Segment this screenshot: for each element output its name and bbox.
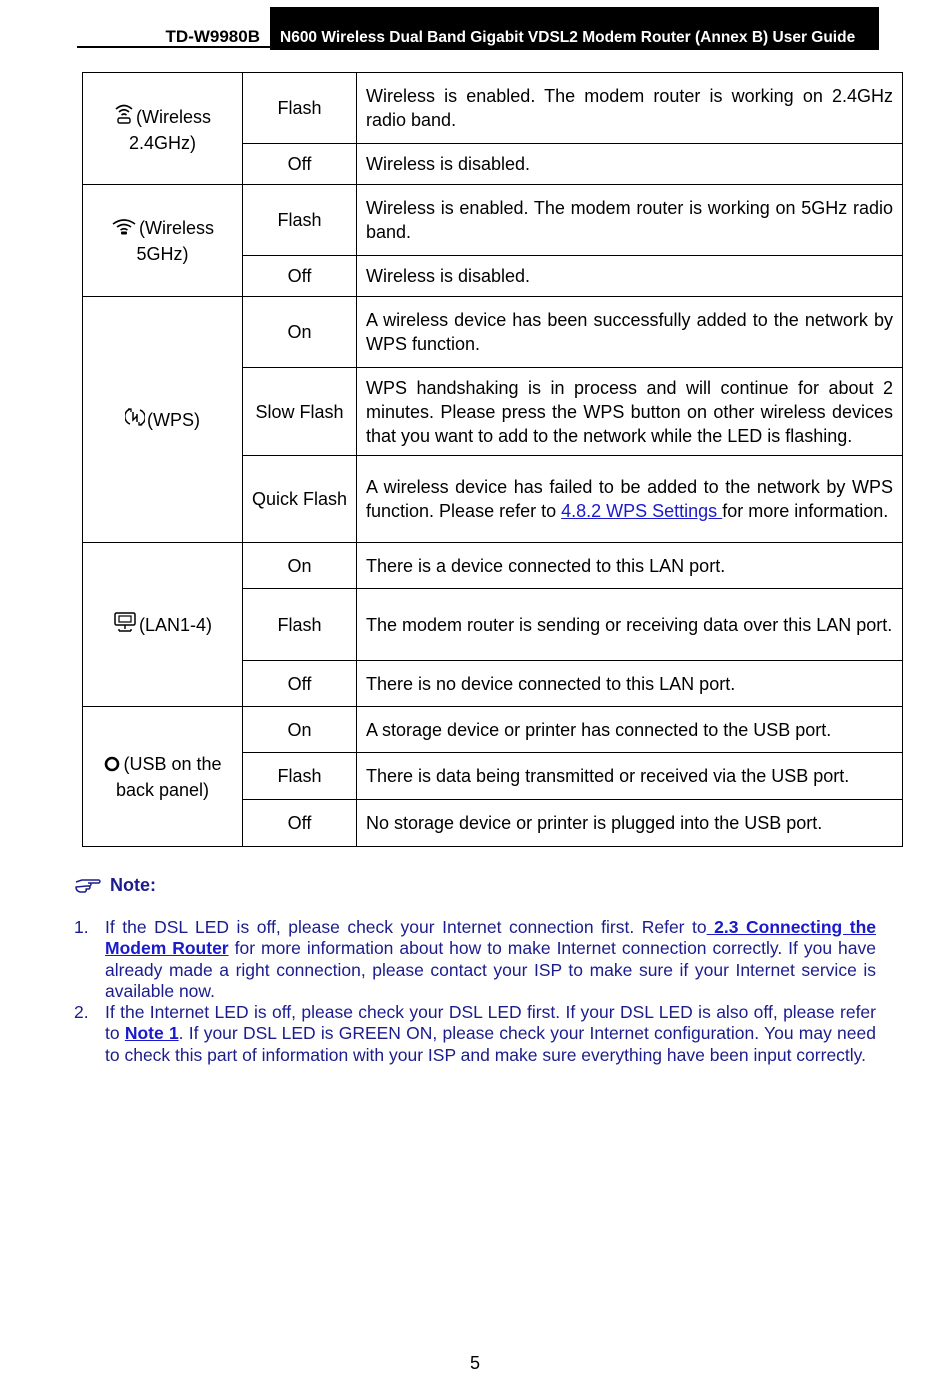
led-status: Flash	[243, 589, 357, 661]
note-section	[74, 875, 894, 1066]
led-status: Off	[243, 800, 357, 847]
table-row	[83, 297, 903, 368]
wps-settings-link[interactable]: 4.8.2 WPS Settings	[561, 501, 723, 521]
led-description: There is a device connected to this LAN port.	[357, 543, 903, 589]
description-text: A wireless device has failed to be added to the network by WPS function. Please refer to	[366, 477, 893, 521]
led-label: (WPS)	[147, 409, 200, 430]
note-text: If the Internet LED is off, please check your DSL LED first. If your DSL LED is also off, please refer to	[105, 1002, 876, 1044]
led-status: On	[243, 543, 357, 589]
led-description: Wireless is enabled. The modem router is working on 2.4GHz radio band.	[357, 73, 903, 144]
list-item	[74, 917, 876, 1002]
list-item	[74, 1002, 876, 1066]
guide-title: N600 Wireless Dual Band Gigabit VDSL2 Modem Router (Annex B) User Guide	[270, 7, 879, 50]
led-status: Slow Flash	[243, 368, 357, 456]
led-status: On	[243, 297, 357, 368]
led-label-cell	[83, 707, 243, 847]
note-list	[74, 917, 894, 1066]
led-status: Flash	[243, 73, 357, 144]
note-title: Note:	[110, 875, 156, 895]
note-text: for more information about how to make Internet connection correctly. If you have already made a right connection, please contact your ISP to make sure if your Internet service is available now.	[105, 938, 877, 1001]
led-description: The modem router is sending or receiving data over this LAN port.	[357, 589, 903, 661]
led-description: Wireless is disabled.	[357, 144, 903, 185]
page-header	[77, 7, 879, 50]
led-status: Off	[243, 144, 357, 185]
led-status: On	[243, 707, 357, 753]
led-status: Flash	[243, 753, 357, 800]
note-1-link[interactable]: Note 1	[124, 1023, 179, 1044]
led-status: Off	[243, 661, 357, 707]
lan-icon	[113, 611, 137, 639]
led-label-cell	[83, 185, 243, 297]
page-number: 5	[469, 1353, 480, 1373]
led-description: Wireless is enabled. The modem router is working on 5GHz radio band.	[357, 185, 903, 256]
pointing-hand-icon	[74, 876, 102, 899]
led-label: (Wireless 2.4GHz)	[128, 106, 211, 153]
note-heading	[74, 875, 894, 899]
led-description: A wireless device has been successfully added to the network by WPS function.	[357, 297, 903, 368]
led-label: (Wireless 5GHz)	[136, 217, 214, 264]
led-description	[357, 456, 903, 543]
description-text: for more information.	[722, 501, 889, 521]
usb-icon	[103, 754, 121, 778]
model-name: TD-W9980B	[77, 7, 270, 48]
led-label-cell	[83, 297, 243, 543]
wireless-5ghz-icon	[111, 218, 137, 242]
led-status-table	[82, 72, 903, 847]
table-row	[83, 707, 903, 753]
led-description: There is no device connected to this LAN port.	[357, 661, 903, 707]
list-number: 1.	[74, 917, 89, 937]
led-status: Off	[243, 256, 357, 297]
note-text: If the DSL LED is off, please check your Internet connection first. Refer to	[105, 917, 707, 937]
led-label: (LAN1-4)	[138, 614, 213, 635]
table-row	[83, 543, 903, 589]
wireless-24ghz-icon	[114, 103, 134, 131]
table-row	[83, 73, 903, 144]
led-description: WPS handshaking is in process and will continue for about 2 minutes. Please press the WPS button on other wireless devices that you want to add to the network while the LED is flashing.	[357, 368, 903, 456]
connecting-router-link[interactable]: 2.3 Connecting the Modem Router	[105, 917, 876, 959]
led-status: Flash	[243, 185, 357, 256]
led-description: No storage device or printer is plugged into the USB port.	[357, 800, 903, 847]
led-label: (USB on the back panel)	[115, 753, 222, 800]
wps-icon	[125, 406, 145, 434]
led-label-cell	[83, 73, 243, 185]
table-row	[83, 185, 903, 256]
led-label-cell	[83, 543, 243, 707]
led-description: Wireless is disabled.	[357, 256, 903, 297]
note-text: . If your DSL LED is GREEN ON, please check your Internet configuration. You may need to check this part of information with your ISP and make sure everything have been input correctly.	[105, 1023, 876, 1065]
led-status: Quick Flash	[243, 456, 357, 543]
led-description: A storage device or printer has connected to the USB port.	[357, 707, 903, 753]
list-number: 2.	[74, 1002, 89, 1023]
led-description: There is data being transmitted or received via the USB port.	[357, 753, 903, 800]
